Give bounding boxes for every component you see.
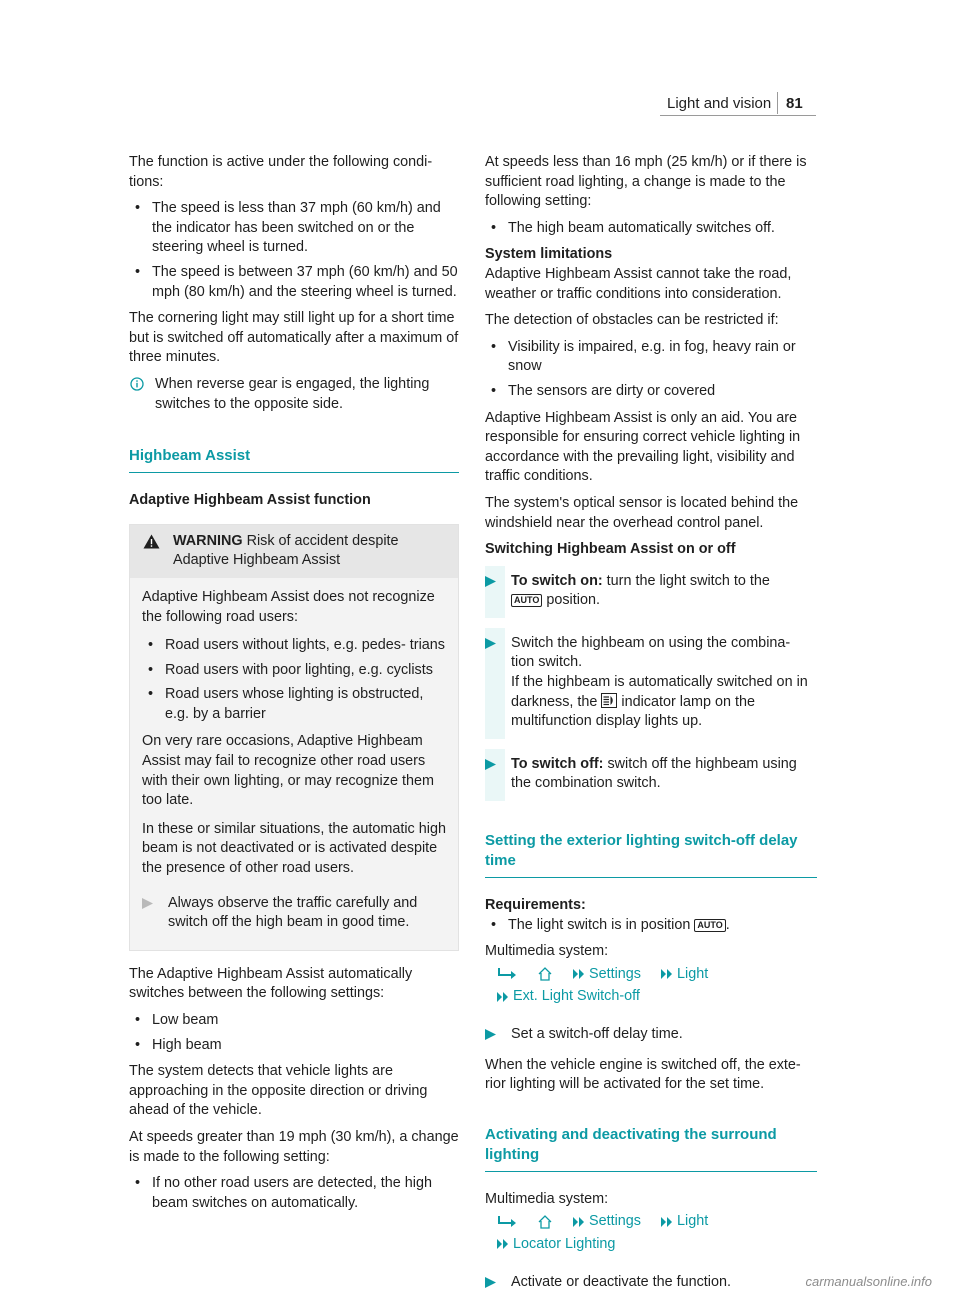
list-item: • The speed is less than 37 mph (60 km/h) and the indicator has been switched on or the steering wheel is turned. [129,199,459,258]
requirements-head: Requirements: [485,897,586,914]
step-arrow-icon [485,1029,496,1040]
header-divider [777,92,778,114]
menu-item-settings[interactable]: Settings [589,965,641,982]
warning-step [142,888,446,940]
left-column [129,153,459,1220]
step-bold: To switch on: [511,572,603,589]
list-item: • Road users whose lighting is obstructed, e.g. by a barrier [142,685,446,724]
step-text: If the highbeam is automatically switched on in darkness, the [511,674,808,710]
settings-list [129,1011,459,1055]
menu-arrow-icon [497,967,517,981]
step-text: turn the light switch to the [606,572,770,589]
home-icon[interactable] [537,966,553,982]
switch-intro: The Adaptive Highbeam Assist automatically switches between the following settings: [129,965,413,1002]
aid-text: Adaptive Highbeam Assist is only an aid. You are responsible for ensuring correct vehicle lighting in accordance with the prevailing light, visibility and traffic conditions. [485,409,801,485]
warning-title: Risk of accident despite Adaptive Highbeam Assist [173,532,399,569]
warning-body [130,578,458,950]
section-title-highbeam: Highbeam Assist [129,446,459,473]
limits-text: Adaptive Highbeam Assist cannot take the road, weather or traffic conditions into consideration. [485,265,792,302]
step-text: Always observe the traffic carefully and switch off the high beam in good time. [168,894,418,931]
note-text: When reverse gear is engaged, the lighting switches to the opposite side. [155,375,430,412]
subhead-function: Adaptive Highbeam Assist function [129,492,371,509]
menu-path [485,1235,817,1255]
step-text: Switch the highbeam on using the combina- tion switch. [511,634,791,671]
menu-item-light[interactable]: Light [677,1213,709,1230]
subhead-onoff: Switching Highbeam Assist on or off [485,541,736,558]
right-column [485,153,817,1309]
double-chevron-icon [497,1238,509,1250]
list-item: • The high beam automatically switches off. [485,219,817,239]
warning-label: WARNING [173,532,243,549]
warning-header [130,525,458,578]
step-activate [485,1267,817,1300]
step-text: Set a switch-off delay time. [511,1026,683,1042]
menu-item-ext-light-switch-off[interactable]: Ext. Light Switch-off [513,988,640,1005]
info-icon [130,377,144,391]
menu-path [485,1212,817,1232]
step-arrow-icon [485,638,496,649]
condition-list [129,199,459,302]
multimedia-label: Multimedia system: [485,1190,609,1207]
double-chevron-icon [573,968,585,980]
step-text: position. [546,592,600,609]
step-text: switch off the highbeam using the combination switch. [511,755,797,792]
page-number: 81 [786,95,803,112]
list-item: • Visibility is impaired, e.g. in fog, heavy rain or snow [485,338,817,377]
speed-text: At speeds greater than 19 mph (30 km/h), a change is made to the following setting: [129,1128,459,1165]
menu-arrow-icon [497,1215,517,1229]
double-chevron-icon [497,991,509,1003]
warning-box [129,524,459,951]
warning-para: On very rare occasions, Adaptive Highbeam Assist may fail to recognize other road users with their own lighting, or may recognize them too late. [142,733,434,809]
menu-path [485,965,817,985]
delay-text: When the vehicle engine is switched off, the exte- rior lighting will be activated for the set time. [485,1056,801,1093]
double-chevron-icon [661,1216,673,1228]
low-speed-text: At speeds less than 16 mph (25 km/h) or if there is sufficient road lighting, a change is made to the following setting: [485,154,807,210]
watermark: carmanualsonline.info [805,1274,932,1290]
requirements-list [485,916,817,936]
list-item: • The light switch is in position AUTO . [485,916,817,936]
step-arrow-icon [142,898,153,909]
speed-list [129,1174,459,1213]
menu-path [485,987,817,1007]
double-chevron-icon [661,968,673,980]
highbeam-icon [601,693,617,708]
step-arrow-icon [485,1277,496,1288]
warning-list [142,636,446,724]
warning-triangle-icon [143,534,160,549]
list-item: • If no other road users are detected, the high beam switches on automatically. [129,1174,459,1213]
list-item: • The speed is between 37 mph (60 km/h) and 50 mph (80 km/h) and the steering wheel is turned. [129,263,459,302]
step-arrow-icon [485,759,496,770]
intro-text: The function is active under the following condi- tions: [129,154,433,190]
requirement-text: The light switch is in position [508,916,691,933]
step-arrow-icon [485,576,496,587]
section-title-surround-lighting: Activating and deactivating the surround lighting [485,1125,817,1172]
list-item: • Road users with poor lighting, e.g. cyclists [142,661,446,681]
menu-item-light[interactable]: Light [677,965,709,982]
restrict-text: The detection of obstacles can be restricted if: [485,312,779,329]
multimedia-label: Multimedia system: [485,943,609,960]
detect-text: The system detects that vehicle lights are approaching in the opposite direction or driving ahead of the vehicle. [129,1063,428,1119]
sensor-text: The system's optical sensor is located behind the windshield near the overhead control panel. [485,494,799,531]
menu-item-settings[interactable]: Settings [589,1213,641,1230]
header-section-title: Light and vision [667,95,772,112]
double-chevron-icon [573,1216,585,1228]
step-text: indicator lamp on the multifunction display lights up. [511,693,755,730]
step-switch-on [485,566,817,618]
list-item: • The sensors are dirty or covered [485,382,817,402]
step-switch-off [485,749,817,801]
menu-item-locator-lighting[interactable]: Locator Lighting [513,1235,616,1252]
warning-intro: Adaptive Highbeam Assist does not recognize the following road users: [142,588,435,625]
step-set-delay [485,1019,817,1052]
list-item: • Road users without lights, e.g. pedes- trians [142,636,446,656]
home-icon[interactable] [537,1214,553,1230]
step-bold: To switch off: [511,755,604,772]
cornering-text: The cornering light may still light up for a short time but is switched off automatically after a maximum of three minutes. [129,310,459,366]
list-item: • Low beam [129,1011,459,1031]
section-title-switch-off-delay: Setting the exterior lighting switch-off delay time [485,831,817,878]
step-text: Activate or deactivate the function. [511,1273,731,1290]
auto-icon: AUTO [511,594,542,607]
header-rule [660,115,816,116]
subhead-limitations: System limitations [485,246,613,263]
restrict-list [485,338,817,402]
info-note [129,375,459,414]
step-switch-highbeam [485,628,817,739]
warning-para: In these or similar situations, the automatic high beam is not deactivated or is activated despite the presence of other road users. [142,820,446,877]
list-item: • High beam [129,1036,459,1056]
low-speed-list [485,219,817,239]
auto-icon: AUTO [694,919,725,932]
